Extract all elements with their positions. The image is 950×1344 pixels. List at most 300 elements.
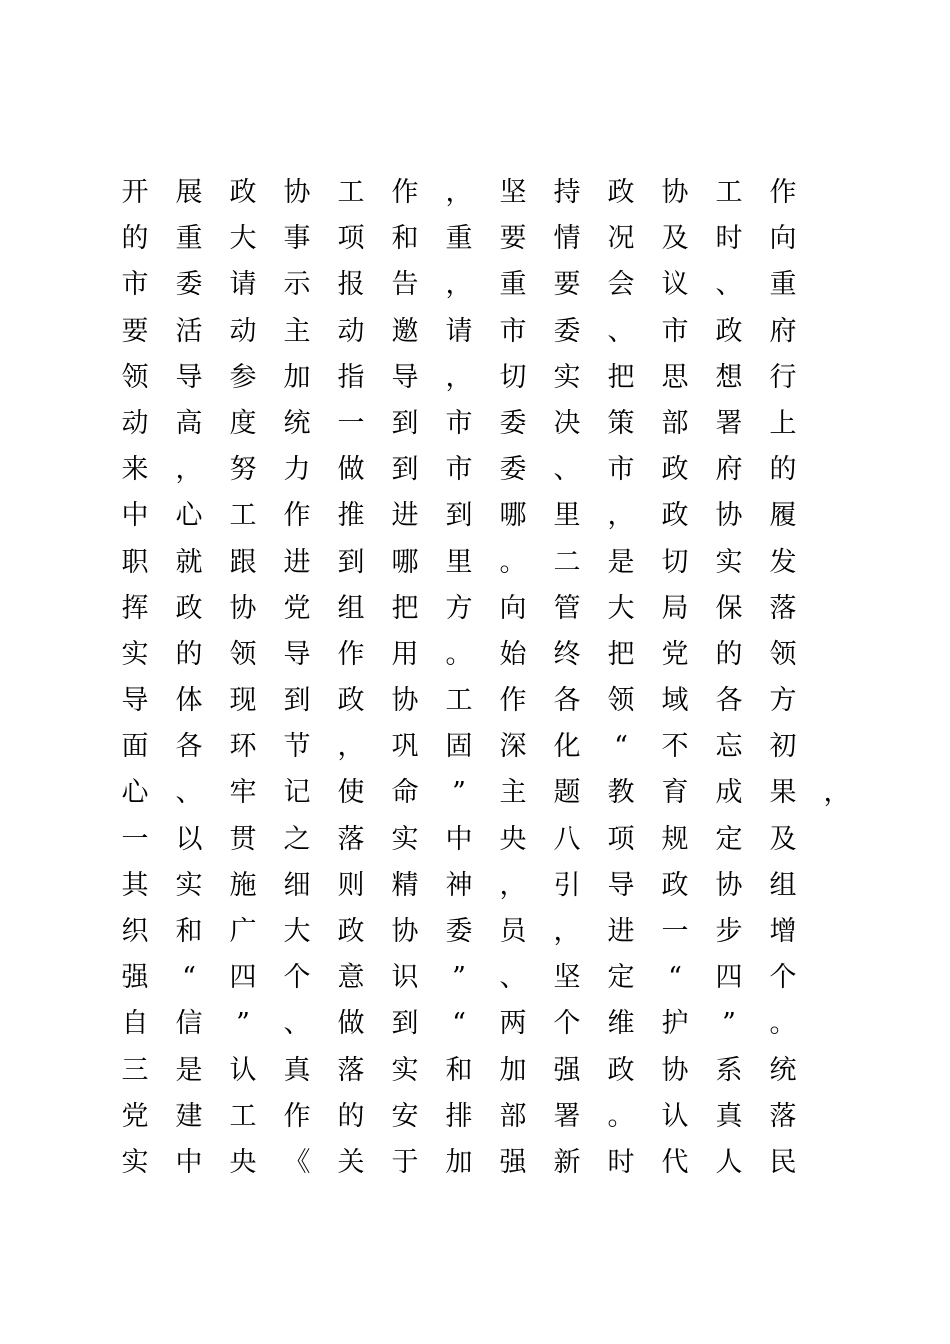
- text-char: 工: [337, 177, 365, 208]
- text-line: [108, 262, 868, 308]
- text-char: 真: [715, 1100, 743, 1132]
- text-char: 二: [553, 546, 581, 578]
- text-char: 持: [553, 177, 581, 208]
- text-char: 增: [769, 916, 797, 947]
- text-char: 哪: [499, 500, 527, 532]
- text-char: 护: [661, 1008, 689, 1040]
- text-char: 贯: [229, 823, 257, 855]
- text-char: 个: [769, 962, 797, 994]
- text-char: 动: [229, 315, 257, 347]
- text-char: 是: [607, 546, 635, 578]
- text-char: 领: [769, 638, 797, 670]
- text-char: 认: [229, 1054, 257, 1086]
- text-line: [108, 1140, 868, 1186]
- text-char: 施: [229, 869, 257, 901]
- text-char: 不: [661, 731, 689, 763]
- text-char: 到: [391, 1008, 419, 1040]
- text-char: 信: [175, 1008, 203, 1040]
- text-char: 、: [499, 962, 527, 994]
- text-char: 巩: [391, 731, 419, 763]
- text-char: 市: [499, 315, 527, 347]
- text-char: 行: [769, 361, 797, 393]
- text-char: 开: [121, 177, 149, 208]
- text-char: 实: [175, 869, 203, 901]
- text-char: 是: [175, 1054, 203, 1086]
- text-char: 发: [769, 546, 797, 578]
- text-char: ”: [236, 1008, 250, 1040]
- text-char: 政: [661, 869, 689, 901]
- text-char: 到: [391, 454, 419, 486]
- text-char: 实: [715, 546, 743, 578]
- text-char: 向: [769, 223, 797, 255]
- text-line: [108, 216, 868, 262]
- text-char: 认: [661, 1100, 689, 1132]
- text-char: 重: [769, 269, 797, 301]
- text-line: [108, 540, 868, 586]
- text-char: 步: [715, 916, 743, 947]
- text-char: 忘: [715, 731, 743, 763]
- text-char: 落: [337, 823, 365, 855]
- text-char: 强: [121, 962, 149, 994]
- text-char: 组: [769, 869, 797, 901]
- text-char: 向: [499, 592, 527, 624]
- text-char: 协: [391, 916, 419, 947]
- text-char: 《: [283, 1146, 311, 1178]
- text-char: 部: [661, 407, 689, 439]
- text-char: 强: [553, 1054, 581, 1086]
- text-char: 定: [715, 823, 743, 855]
- text-char: 政: [229, 177, 257, 208]
- text-line: [108, 355, 868, 401]
- text-char: 重: [445, 223, 473, 255]
- text-char: 排: [445, 1100, 473, 1132]
- text-char: 一: [661, 916, 689, 947]
- text-char: 记: [283, 777, 311, 809]
- text-char: 政: [607, 177, 635, 208]
- text-char: 协: [283, 177, 311, 208]
- text-char: 活: [175, 315, 203, 347]
- text-char: 题: [553, 777, 581, 809]
- text-char: 把: [607, 638, 635, 670]
- text-char: 市: [445, 407, 473, 439]
- text-line: [108, 493, 868, 539]
- text-char: 面: [121, 731, 149, 763]
- text-char: 坚: [499, 177, 527, 208]
- text-line: [108, 401, 868, 447]
- text-char: ，: [499, 869, 527, 901]
- text-char: 想: [715, 361, 743, 393]
- text-char: 节: [283, 731, 311, 763]
- text-char: 作: [283, 500, 311, 532]
- text-char: 切: [499, 361, 527, 393]
- text-char: 委: [175, 269, 203, 301]
- text-char: 八: [553, 823, 581, 855]
- text-char: 、: [175, 777, 203, 809]
- text-line: [108, 955, 868, 1001]
- text-char: 统: [769, 1054, 797, 1086]
- text-char: 强: [499, 1146, 527, 1178]
- text-char: 细: [283, 869, 311, 901]
- text-char: 里: [553, 500, 581, 532]
- text-char: 和: [445, 1054, 473, 1086]
- text-char: 心: [175, 500, 203, 532]
- text-char: 委: [499, 454, 527, 486]
- text-line: [108, 632, 868, 678]
- text-char: 。: [607, 1100, 635, 1132]
- text-char: 心: [121, 777, 149, 809]
- text-char: ”: [722, 1008, 736, 1040]
- text-char: 大: [229, 223, 257, 255]
- text-char: 市: [121, 269, 149, 301]
- text-char: “: [614, 731, 628, 763]
- text-char: 及: [769, 823, 797, 855]
- text-char: 到: [283, 685, 311, 717]
- text-char: 政: [661, 454, 689, 486]
- text-char: 进: [283, 546, 311, 578]
- text-char: 央: [229, 1146, 257, 1178]
- text-char: 两: [499, 1008, 527, 1040]
- text-char: 委: [445, 916, 473, 947]
- text-char: 于: [391, 1146, 419, 1178]
- text-char: 工: [229, 1100, 257, 1132]
- text-char: 项: [607, 823, 635, 855]
- text-char: “: [182, 962, 196, 994]
- text-char: 、: [283, 1008, 311, 1040]
- text-char: 请: [229, 269, 257, 301]
- text-char: 四: [229, 962, 257, 994]
- text-char: 政: [337, 916, 365, 947]
- text-char: 决: [553, 407, 581, 439]
- text-char: 现: [229, 685, 257, 717]
- text-char: 、: [715, 269, 743, 301]
- text-char: 协: [391, 685, 419, 717]
- text-char: 央: [499, 823, 527, 855]
- text-char: 意: [337, 962, 365, 994]
- text-char: 告: [391, 269, 419, 301]
- text-char: 方: [445, 592, 473, 624]
- text-char: 到: [445, 500, 473, 532]
- text-char: 府: [715, 454, 743, 486]
- text-char: 导: [391, 361, 419, 393]
- text-char: 维: [607, 1008, 635, 1040]
- text-char: 作: [337, 638, 365, 670]
- text-char: 作: [391, 177, 419, 208]
- text-char: 市: [445, 454, 473, 486]
- text-char: 努: [229, 454, 257, 486]
- text-char: 策: [607, 407, 635, 439]
- text-char: 的: [121, 223, 149, 255]
- text-char: 项: [337, 223, 365, 255]
- text-char: 协: [661, 177, 689, 208]
- text-char: 建: [175, 1100, 203, 1132]
- text-char: 的: [715, 638, 743, 670]
- text-char: 终: [553, 638, 581, 670]
- text-char: 切: [661, 546, 689, 578]
- text-char: 。: [445, 638, 473, 670]
- text-char: “: [668, 962, 682, 994]
- text-char: 的: [337, 1100, 365, 1132]
- text-char: 果: [769, 777, 797, 809]
- text-char: 织: [121, 916, 149, 947]
- text-char: 领: [229, 638, 257, 670]
- text-char: 况: [607, 223, 635, 255]
- text-char: 协: [715, 500, 743, 532]
- text-char: 做: [337, 1008, 365, 1040]
- text-char: 政: [175, 592, 203, 624]
- text-char: 重: [499, 269, 527, 301]
- text-char: 政: [661, 500, 689, 532]
- text-char: 职: [121, 546, 149, 578]
- text-char: 大: [607, 592, 635, 624]
- text-char: 议: [661, 269, 689, 301]
- text-char: 使: [337, 777, 365, 809]
- text-char: 保: [715, 592, 743, 624]
- text-char: 展: [175, 177, 203, 208]
- text-line: [108, 1001, 868, 1047]
- text-char: 教: [607, 777, 635, 809]
- text-char: 固: [445, 731, 473, 763]
- text-char: 坚: [553, 962, 581, 994]
- text-char: 深: [499, 731, 527, 763]
- text-char: ，: [337, 731, 365, 763]
- text-char: 安: [391, 1100, 419, 1132]
- text-char: 系: [715, 1054, 743, 1086]
- text-char: 把: [607, 361, 635, 393]
- text-char: 作: [499, 685, 527, 717]
- text-char: 落: [337, 1054, 365, 1086]
- text-char: 、: [607, 315, 635, 347]
- text-char: 初: [769, 731, 797, 763]
- text-char: 则: [337, 869, 365, 901]
- text-char: 政: [715, 315, 743, 347]
- text-char: 高: [175, 407, 203, 439]
- text-line: [108, 909, 868, 955]
- text-char: 关: [337, 1146, 365, 1178]
- text-char: 里: [445, 546, 473, 578]
- text-char: 到: [391, 407, 419, 439]
- text-char: 中: [445, 823, 473, 855]
- text-char: 党: [661, 638, 689, 670]
- text-char: ，: [175, 454, 203, 486]
- text-char: 部: [499, 1100, 527, 1132]
- text-char: 四: [715, 962, 743, 994]
- text-char: 。: [499, 546, 527, 578]
- text-char: 时: [607, 1146, 635, 1178]
- text-char: 的: [175, 638, 203, 670]
- text-char: 落: [769, 592, 797, 624]
- text-char: 履: [769, 500, 797, 532]
- text-char: 和: [175, 916, 203, 947]
- text-char: 以: [175, 823, 203, 855]
- text-char: 哪: [391, 546, 419, 578]
- text-char: 市: [661, 315, 689, 347]
- text-char: 把: [391, 592, 419, 624]
- text-char: 协: [229, 592, 257, 624]
- text-line: [108, 817, 868, 863]
- text-char: 始: [499, 638, 527, 670]
- text-char: 实: [553, 361, 581, 393]
- text-char: 各: [715, 685, 743, 717]
- text-char: ，: [445, 269, 473, 301]
- text-char: 党: [283, 592, 311, 624]
- text-char: 重: [175, 223, 203, 255]
- text-char: 导: [121, 685, 149, 717]
- text-char: 自: [121, 1008, 149, 1040]
- text-char: 各: [553, 685, 581, 717]
- text-char: 委: [499, 407, 527, 439]
- text-char: 统: [283, 407, 311, 439]
- text-char: 进: [607, 916, 635, 947]
- text-char: 及: [661, 223, 689, 255]
- text-char: 方: [769, 685, 797, 717]
- text-char: 体: [175, 685, 203, 717]
- text-char: 时: [715, 223, 743, 255]
- text-char: 真: [283, 1054, 311, 1086]
- text-char: 工: [715, 177, 743, 208]
- text-line: [108, 863, 868, 909]
- text-char: 挥: [121, 592, 149, 624]
- text-char: 工: [445, 685, 473, 717]
- text-char: 署: [553, 1100, 581, 1132]
- text-char: 作: [769, 177, 797, 208]
- text-char: 局: [661, 592, 689, 624]
- text-line: [108, 724, 868, 770]
- text-char: 识: [391, 962, 419, 994]
- text-char: 代: [661, 1146, 689, 1178]
- text-char: 成: [715, 777, 743, 809]
- text-char: 一: [337, 407, 365, 439]
- text-char: 协: [661, 1054, 689, 1086]
- body-text: [108, 170, 868, 1186]
- text-line: [108, 586, 868, 632]
- text-char: 报: [337, 269, 365, 301]
- text-char: 实: [391, 823, 419, 855]
- text-line: [108, 1094, 868, 1140]
- text-char: “: [452, 1008, 466, 1040]
- text-char: 规: [661, 823, 689, 855]
- text-char: 事: [283, 223, 311, 255]
- text-char: ”: [452, 962, 466, 994]
- text-char: 动: [337, 315, 365, 347]
- text-char: 署: [715, 407, 743, 439]
- text-char: 定: [607, 962, 635, 994]
- text-char: 协: [715, 869, 743, 901]
- text-char: 之: [283, 823, 311, 855]
- text-char: 精: [391, 869, 419, 901]
- text-char: 府: [769, 315, 797, 347]
- text-char: 和: [391, 223, 419, 255]
- text-char: 的: [769, 454, 797, 486]
- text-char: 主: [499, 777, 527, 809]
- text-char: 加: [283, 361, 311, 393]
- text-char: 作: [283, 1100, 311, 1132]
- text-char: ，: [445, 361, 473, 393]
- text-line: [108, 309, 868, 355]
- text-char: 委: [553, 315, 581, 347]
- text-char: 进: [391, 500, 419, 532]
- text-char: 育: [661, 777, 689, 809]
- text-char: 用: [391, 638, 419, 670]
- text-char: 思: [661, 361, 689, 393]
- text-char: 引: [553, 869, 581, 901]
- text-char: ，: [445, 177, 473, 208]
- text-char: 广: [229, 916, 257, 947]
- text-char: 领: [607, 685, 635, 717]
- text-char: 跟: [229, 546, 257, 578]
- text-char: 其: [121, 869, 149, 901]
- text-char: 一: [121, 823, 149, 855]
- text-char: ，: [823, 777, 851, 809]
- text-char: 示: [283, 269, 311, 301]
- text-char: 工: [229, 500, 257, 532]
- text-char: 参: [229, 361, 257, 393]
- text-char: 牢: [229, 777, 257, 809]
- text-char: 实: [391, 1054, 419, 1086]
- text-char: 上: [769, 407, 797, 439]
- text-char: 指: [337, 361, 365, 393]
- text-char: ，: [553, 916, 581, 947]
- text-char: 政: [607, 1054, 635, 1086]
- text-char: 人: [715, 1146, 743, 1178]
- text-char: 民: [769, 1146, 797, 1178]
- text-char: 环: [229, 731, 257, 763]
- text-char: 、: [553, 454, 581, 486]
- text-char: 会: [607, 269, 635, 301]
- text-char: 。: [769, 1008, 797, 1040]
- text-line: [108, 170, 868, 216]
- text-char: 就: [175, 546, 203, 578]
- text-char: 主: [283, 315, 311, 347]
- text-char: 化: [553, 731, 581, 763]
- text-char: 加: [499, 1054, 527, 1086]
- text-char: 要: [499, 223, 527, 255]
- text-char: 神: [445, 869, 473, 901]
- text-char: 请: [445, 315, 473, 347]
- text-char: 组: [337, 592, 365, 624]
- text-char: 中: [175, 1146, 203, 1178]
- text-char: 力: [283, 454, 311, 486]
- text-line: [108, 770, 868, 816]
- text-line: [108, 447, 868, 493]
- text-char: 管: [553, 592, 581, 624]
- text-char: 三: [121, 1054, 149, 1086]
- text-char: 推: [337, 500, 365, 532]
- text-char: 个: [553, 1008, 581, 1040]
- text-char: 域: [661, 685, 689, 717]
- text-char: 导: [283, 638, 311, 670]
- text-char: 各: [175, 731, 203, 763]
- text-char: ，: [607, 500, 635, 532]
- text-char: 中: [121, 500, 149, 532]
- text-char: 新: [553, 1146, 581, 1178]
- text-char: 邀: [391, 315, 419, 347]
- text-char: 导: [175, 361, 203, 393]
- text-char: 落: [769, 1100, 797, 1132]
- text-char: 实: [121, 638, 149, 670]
- text-char: 领: [121, 361, 149, 393]
- text-char: 命: [391, 777, 419, 809]
- text-char: 到: [337, 546, 365, 578]
- text-char: 动: [121, 407, 149, 439]
- text-char: 党: [121, 1100, 149, 1132]
- text-char: 导: [607, 869, 635, 901]
- text-line: [108, 678, 868, 724]
- text-char: 大: [283, 916, 311, 947]
- text-char: 要: [553, 269, 581, 301]
- text-char: 加: [445, 1146, 473, 1178]
- text-char: 来: [121, 454, 149, 486]
- text-char: 政: [337, 685, 365, 717]
